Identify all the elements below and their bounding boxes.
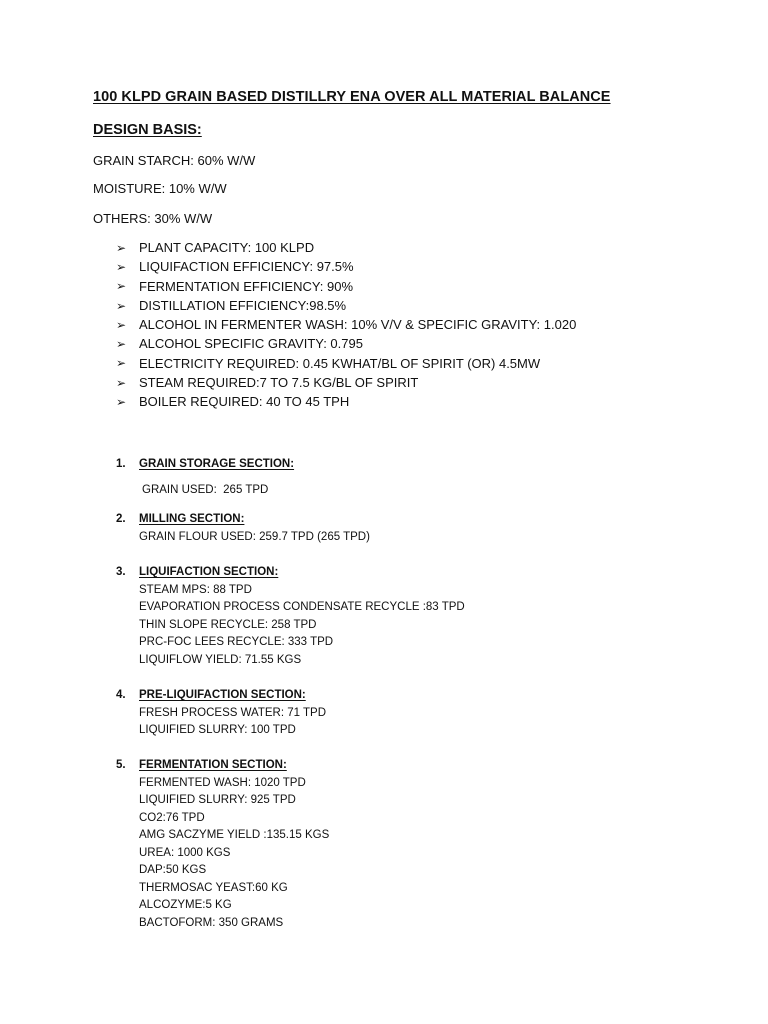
section-line: ALCOZYME:5 KG	[139, 899, 232, 911]
list-item-text: LIQUIFACTION EFFICIENCY: 97.5%	[139, 259, 354, 275]
section-line: LIQUIFLOW YIELD: 71.55 KGS	[139, 653, 302, 666]
section-line: EVAPORATION PROCESS CONDENSATE RECYCLE :83 TPD	[139, 601, 465, 613]
section-line: FRESH PROCESS WATER: 71 TPD	[139, 706, 327, 719]
list-item-text: ELECTRICITY REQUIRED: 0.45 KWHAT/BL OF SPIRIT (OR) 4.5MW	[139, 355, 541, 371]
section-line: AMG SACZYME YIELD :135.15 KGS	[139, 829, 330, 841]
section-line: GRAIN FLOUR USED: 259.7 TPD (265 TPD)	[139, 530, 370, 543]
arrowhead-bullet-icon: ➢	[116, 356, 127, 371]
list-item	[116, 296, 576, 315]
section-title: PRE-LIQUIFACTION SECTION:	[139, 689, 306, 701]
basis-moisture: MOISTURE: 10% W/W	[93, 181, 227, 196]
list-item-text: BOILER REQUIRED: 40 TO 45 TPH	[139, 394, 350, 410]
section-title: MILLING SECTION:	[139, 513, 245, 525]
list-item	[116, 315, 576, 334]
section-line: CO2:76 TPD	[139, 811, 205, 824]
arrowhead-bullet-icon: ➢	[116, 298, 127, 313]
list-item	[116, 373, 576, 392]
section-line: LIQUIFIED SLURRY: 100 TPD	[139, 724, 296, 736]
section-line: DAP:50 KGS	[139, 864, 207, 876]
section-title: FERMENTATION SECTION:	[139, 759, 287, 771]
list-item	[116, 257, 576, 276]
basis-grain-starch: GRAIN STARCH: 60% W/W	[93, 153, 256, 168]
arrowhead-bullet-icon: ➢	[116, 317, 127, 332]
section-number: 2.	[116, 513, 126, 525]
section-grain-storage	[116, 456, 294, 474]
section-milling	[116, 511, 370, 546]
basis-others: OTHERS: 30% W/W	[93, 211, 213, 226]
section-line: THIN SLOPE RECYCLE: 258 TPD	[139, 618, 317, 631]
section-line: BACTOFORM: 350 GRAMS	[139, 916, 284, 929]
document-title: 100 KLPD GRAIN BASED DISTILLRY ENA OVER ALL MATERIAL BALANCE	[93, 89, 611, 105]
grain-used-line: GRAIN USED: 265 TPD	[142, 484, 269, 496]
list-item-text: PLANT CAPACITY: 100 KLPD	[139, 240, 315, 255]
list-item-text: ALCOHOL SPECIFIC GRAVITY: 0.795	[139, 336, 363, 352]
section-line: THERMOSAC YEAST:60 KG	[139, 881, 288, 894]
section-title: GRAIN STORAGE SECTION:	[139, 458, 295, 470]
section-line: STEAM MPS: 88 TPD	[139, 583, 252, 596]
section-line: FERMENTED WASH: 1020 TPD	[139, 776, 306, 789]
section-line: LIQUIFIED SLURRY: 925 TPD	[139, 794, 296, 806]
list-item	[116, 334, 576, 353]
list-item	[116, 277, 576, 296]
design-parameters-list	[116, 238, 576, 412]
section-line: UREA: 1000 KGS	[139, 846, 231, 859]
list-item-text: DISTILLATION EFFICIENCY:98.5%	[139, 297, 347, 313]
section-number: 3.	[116, 566, 126, 578]
section-pre-liquifaction	[116, 687, 326, 740]
design-basis-heading: DESIGN BASIS:	[93, 122, 202, 138]
section-title: LIQUIFACTION SECTION:	[139, 566, 279, 578]
list-item	[116, 238, 576, 257]
arrowhead-bullet-icon: ➢	[116, 240, 127, 255]
arrowhead-bullet-icon: ➢	[116, 375, 127, 390]
arrowhead-bullet-icon: ➢	[116, 337, 127, 352]
list-item-text: FERMENTATION EFFICIENCY: 90%	[139, 278, 354, 294]
list-item	[116, 392, 576, 411]
arrowhead-bullet-icon: ➢	[116, 395, 127, 410]
section-number: 1.	[116, 458, 126, 470]
section-fermentation	[116, 757, 329, 932]
arrowhead-bullet-icon: ➢	[116, 259, 127, 274]
section-number: 5.	[116, 759, 126, 771]
section-liquifaction	[116, 564, 465, 669]
list-item-text: ALCOHOL IN FERMENTER WASH: 10% V/V & SPECIFIC GRAVITY: 1.020	[139, 317, 577, 333]
arrowhead-bullet-icon: ➢	[116, 279, 127, 294]
section-line: PRC-FOC LEES RECYCLE: 333 TPD	[139, 636, 334, 648]
list-item-text: STEAM REQUIRED:7 TO 7.5 KG/BL OF SPIRIT	[139, 375, 419, 391]
section-number: 4.	[116, 689, 126, 701]
list-item	[116, 354, 576, 373]
